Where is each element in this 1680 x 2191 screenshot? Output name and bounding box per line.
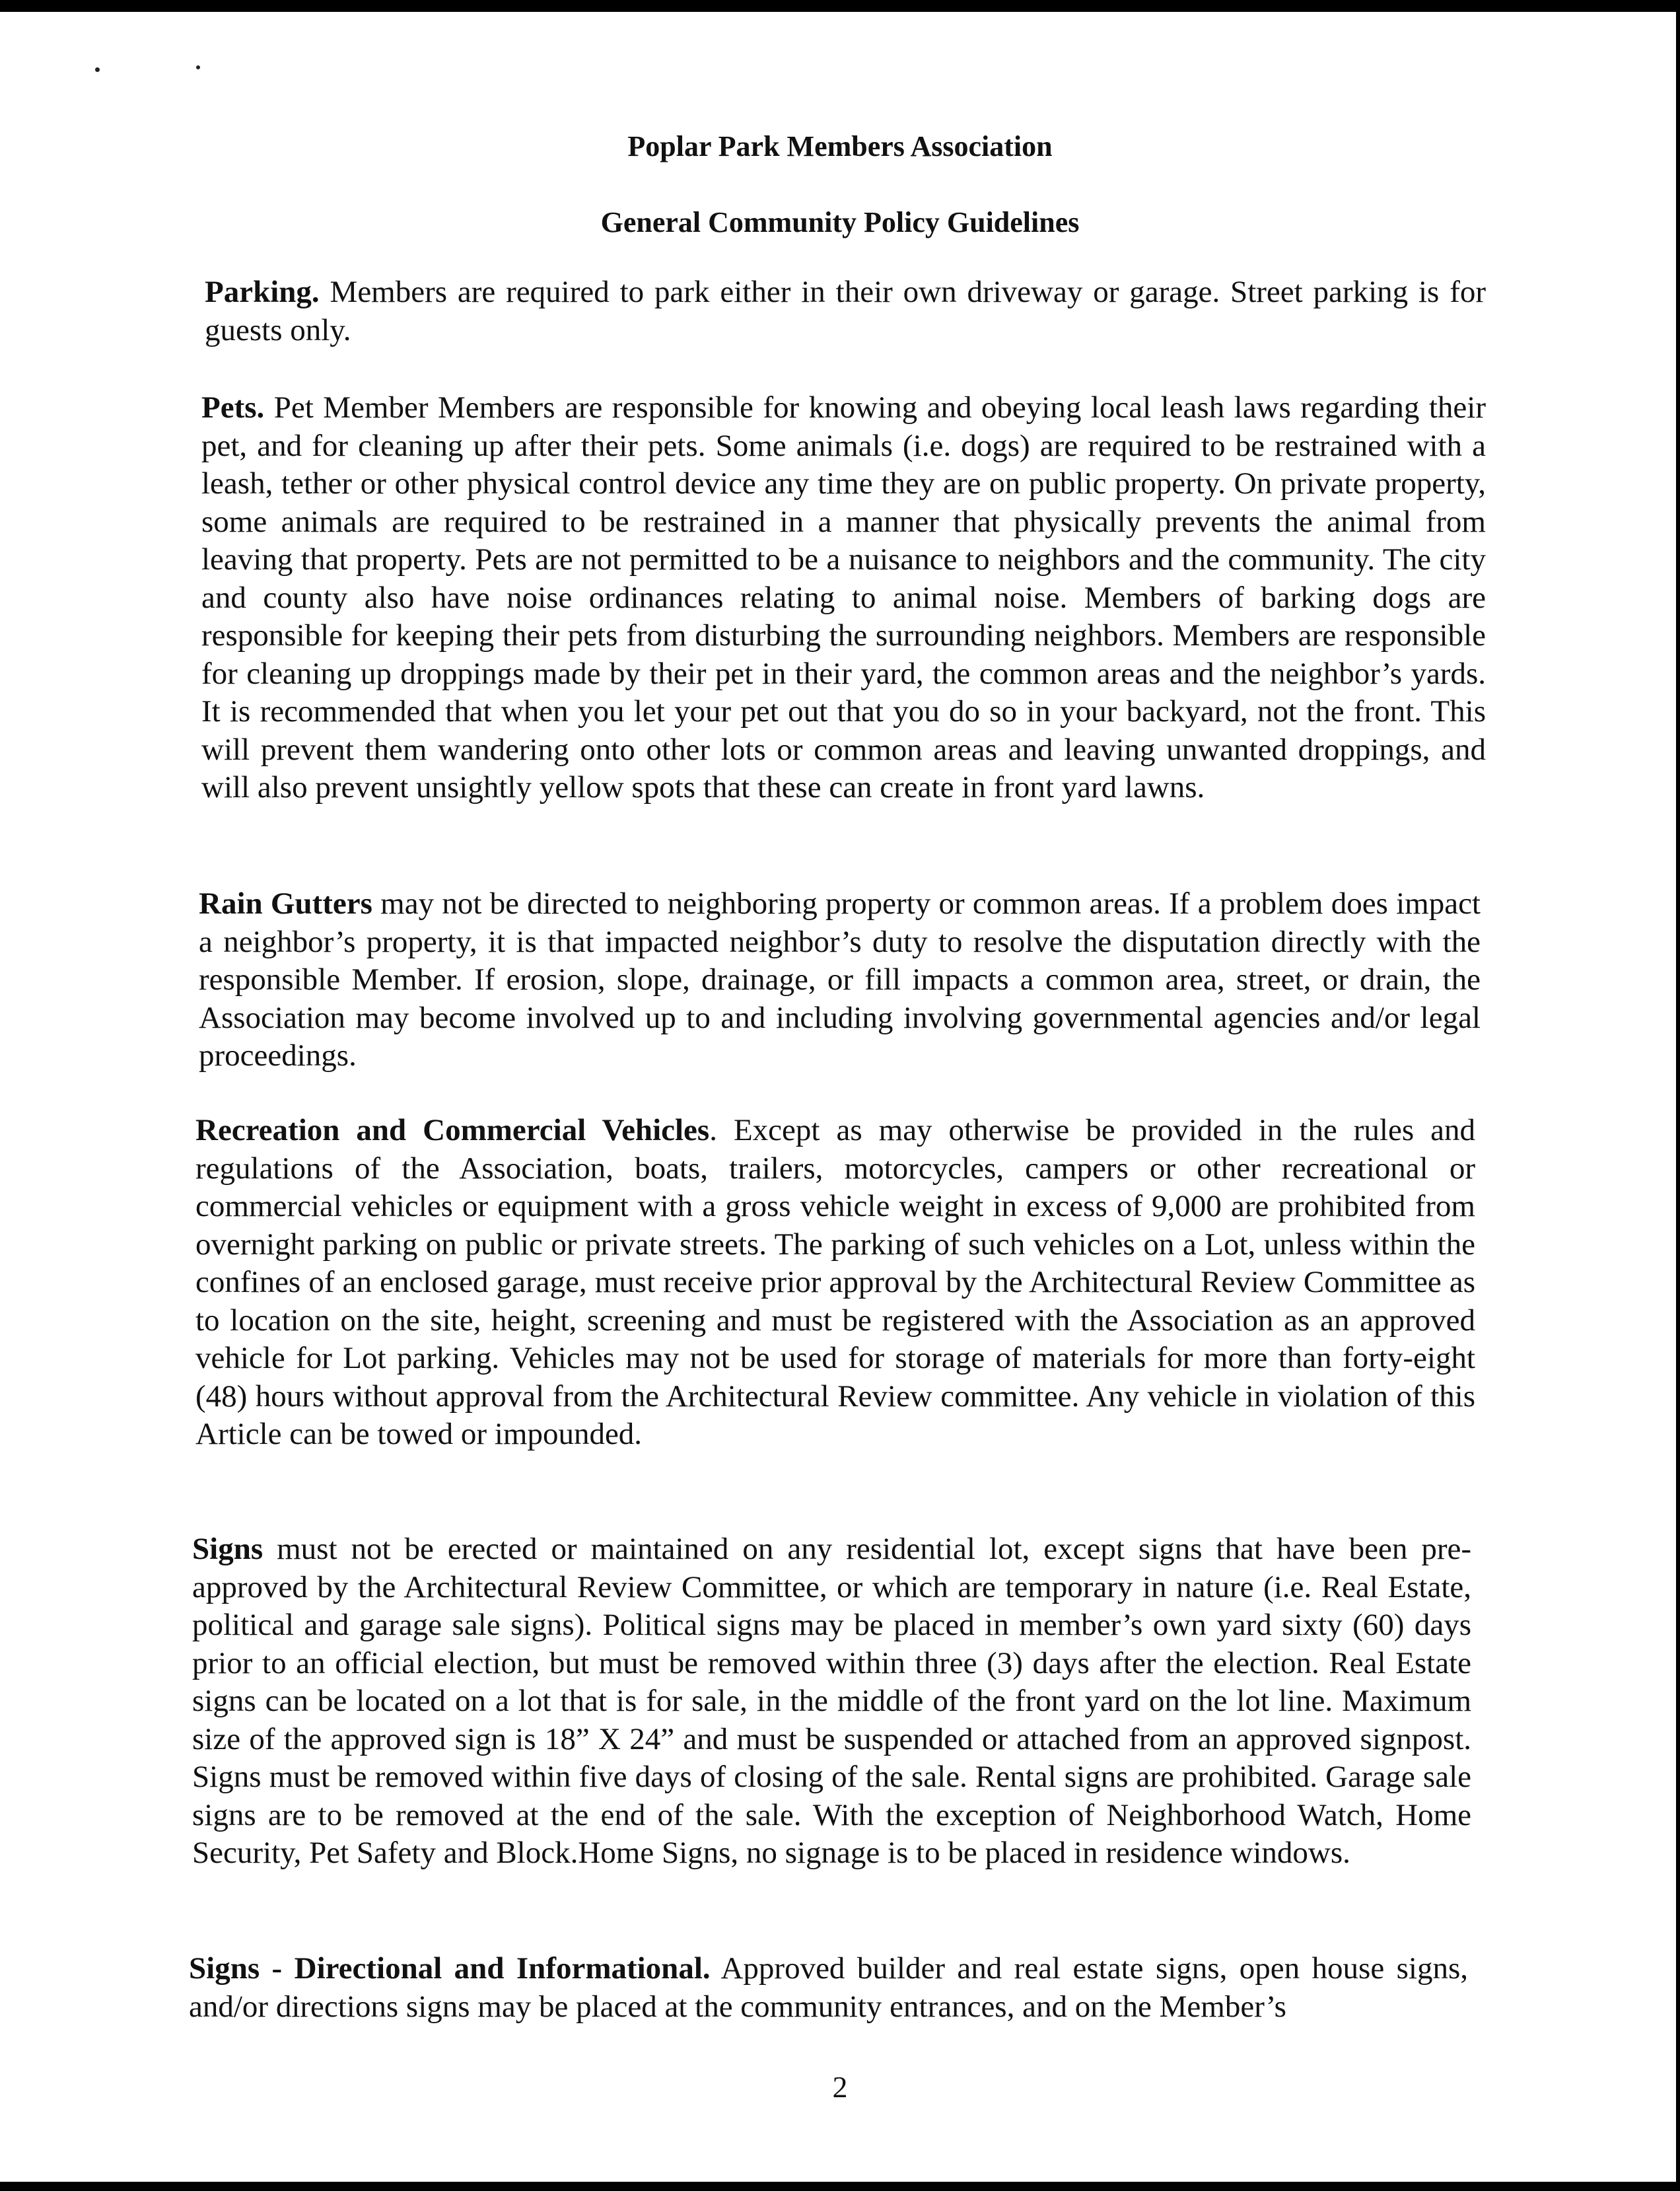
section-body: Pet Member Members are responsible for knowing and obeying local leash laws regarding their pet, and for cleaning up after their pets. Some animals (i.e. dogs) are required to be restrained with a leash, tether or other physical control device any time they are on public property. On private property, some animals are required to be restrained in a manner that physically prevents the animal from leaving that property. Pets are not permitted to be a nuisance to neighbors and the community. The city and county also have noise ordinances relating to animal noise. Members of barking dogs are responsible for keeping their pets from disturbing the surrounding neighbors. Members are responsible for cleaning up droppings made by their pet in their yard, the common areas and the neighbor’s yards. It is recommended that when you let your pet out that you do so in your backyard, not the front. This will prevent them wandering onto other lots or common areas and leaving unwanted droppings, and will also prevent unsightly yellow spots that these can create in front yard lawns. xyxy=(201,390,1486,805)
section-body: Members are required to park either in their own driveway or garage. Street parking is for guests only. xyxy=(205,275,1486,347)
section-signs xyxy=(192,1530,1471,1873)
scan-speck xyxy=(95,67,100,72)
scan-border-bottom xyxy=(0,2182,1680,2191)
section-heading: Signs xyxy=(192,1532,263,1566)
section-vehicles xyxy=(195,1112,1475,1454)
section-body: . Except as may otherwise be provided in the rules and regulations of the Association, boats, trailers, motorcycles, campers or other recreational or commercial vehicles or equipment with a gross vehicle weight in excess of 9,000 are prohibited from overnight parking on public or private streets. The parking of such vehicles on a Lot, unless within the confines of an enclosed garage, must receive prior approval by the Architectural Review Committee as to location on the site, height, screening and must be registered with the Association as an approved vehicle for Lot parking. Vehicles may not be used for storage of materials for more than forty-eight (48) hours without approval from the Architectural Review committee. Any vehicle in violation of this Article can be towed or impounded. xyxy=(195,1113,1475,1451)
scan-border-top xyxy=(0,0,1680,12)
section-body: Approved builder and real estate signs, open house signs, and/or directions signs may be placed at the community entrances, and on the Member’s xyxy=(189,1951,1468,2024)
section-heading: Signs - Directional and Informational. xyxy=(189,1951,711,1986)
doc-title: General Community Policy Guidelines xyxy=(600,206,1080,238)
section-parking xyxy=(205,273,1486,349)
section-heading: Parking. xyxy=(205,275,320,309)
section-pets xyxy=(201,389,1486,807)
org-title: Poplar Park Members Association xyxy=(627,130,1053,162)
section-rain-gutters xyxy=(199,885,1481,1075)
section-heading: Recreation and Commercial Vehicles xyxy=(195,1113,710,1147)
section-heading: Pets. xyxy=(201,390,265,425)
page-number: 2 xyxy=(832,2070,848,2104)
scan-speck xyxy=(196,65,200,69)
section-signs-directional xyxy=(189,1950,1468,2026)
section-body: must not be erected or maintained on any residential lot, except signs that have been pre-approved by the Architectural Review Committee, or which are temporary in nature (i.e. Real Estate, political and garage sale signs). Political signs may be placed in member’s own yard sixty (60) days prior to an official election, but must be removed within three (3) days after the election. Real Estate signs can be located on a lot that is for sale, in the middle of the front yard on the lot line. Maximum size of the approved sign is 18” X 24” and must be suspended or attached from an approved signpost. Signs must be removed within five days of closing of the sale. Rental signs are prohibited. Garage sale signs are to be removed at the end of the sale. With the exception of Neighborhood Watch, Home Security, Pet Safety and Block.Home Signs, no signage is to be placed in residence windows. xyxy=(192,1532,1471,1870)
section-heading: Rain Gutters xyxy=(199,886,372,921)
scan-border-right xyxy=(1676,0,1680,2191)
section-body: may not be directed to neighboring property or common areas. If a problem does impact a neighbor’s property, it is that impacted neighbor’s duty to resolve the disputation directly with the responsible Member. If erosion, slope, drainage, or fill impacts a common area, street, or drain, the Association may become involved up to and including involving governmental agencies and/or legal proceedings. xyxy=(199,886,1481,1073)
